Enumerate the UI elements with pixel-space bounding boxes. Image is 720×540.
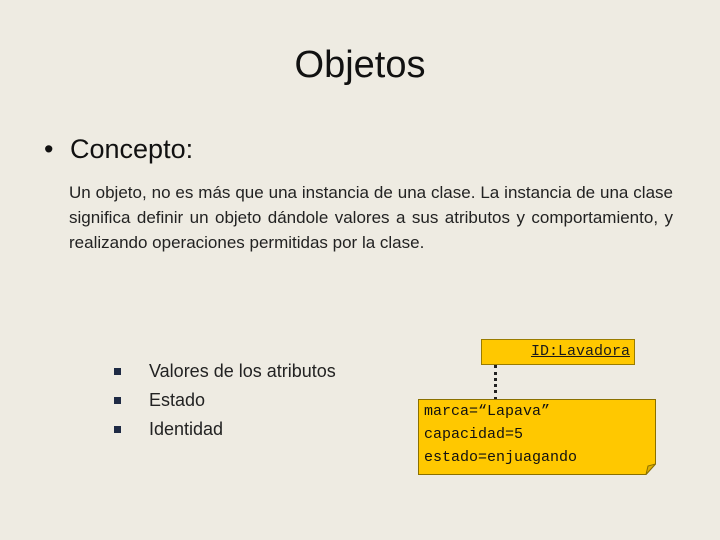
- sub-bullet-item: [112, 357, 336, 386]
- attribute-line: estado=enjuagando: [424, 449, 578, 466]
- dotted-connector: [494, 365, 497, 400]
- sub-bullet-label: Valores de los atributos: [149, 361, 336, 381]
- attributes-text: [424, 400, 577, 469]
- slide-title: Objetos: [294, 44, 426, 86]
- sub-bullet-list: [112, 357, 336, 444]
- concept-bullet: [44, 134, 193, 165]
- square-bullet-icon: [114, 397, 121, 404]
- attribute-line: capacidad=5: [424, 426, 524, 443]
- sub-bullet-item: [112, 415, 336, 444]
- sub-bullet-label: Identidad: [149, 419, 224, 439]
- square-bullet-icon: [114, 368, 121, 375]
- concept-heading: Concepto:: [70, 134, 194, 164]
- bullet-dot-icon: •: [44, 134, 54, 164]
- square-bullet-icon: [114, 426, 121, 433]
- sub-bullet-label: Estado: [149, 390, 206, 410]
- attributes-note: [418, 399, 656, 475]
- attribute-line: marca=“Lapava”: [424, 403, 551, 420]
- sub-bullet-item: [112, 386, 336, 415]
- object-id-label: ID:Lavadora: [530, 343, 630, 360]
- object-id-box: [481, 339, 635, 365]
- concept-paragraph: Un objeto, no es más que una instancia de una clase. La instancia de una clase significa definir un objeto dándole valores a sus atributos y comportamiento, y realizando operaciones permitidas por la clase.: [69, 183, 673, 252]
